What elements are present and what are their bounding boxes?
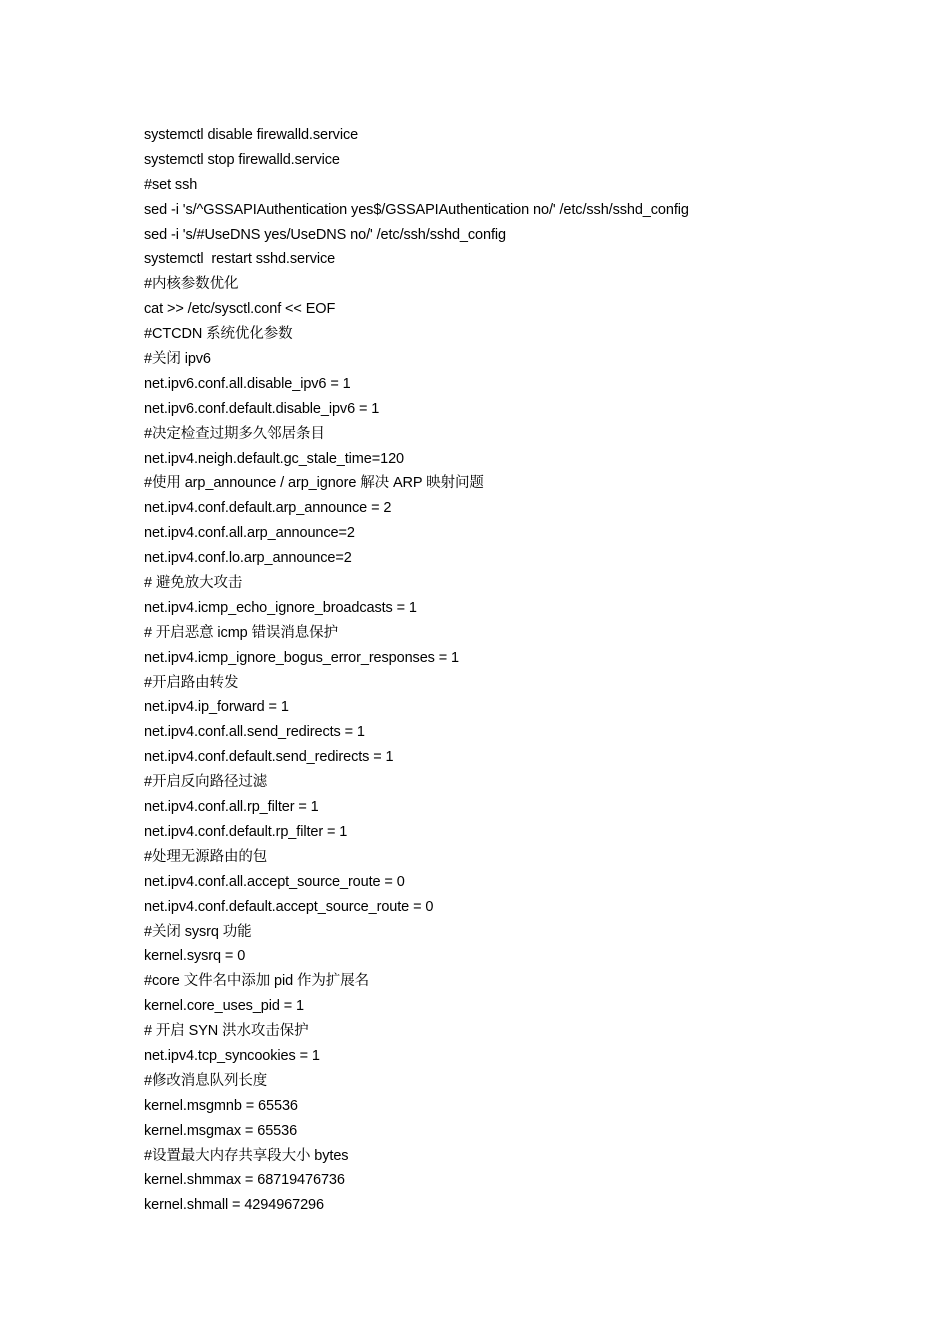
config-line: kernel.msgmax = 65536: [144, 1122, 298, 1139]
comment-line: #关闭 sysrq 功能: [144, 923, 252, 940]
command-line: systemctl disable firewalld.service: [144, 127, 359, 143]
comment-line: #core 文件名中添加 pid 作为扩展名: [144, 973, 370, 990]
comment-line: #决定检查过期多久邻居条目: [144, 425, 325, 442]
comment-line: #设置最大内存共享段大小 bytes: [144, 1147, 349, 1164]
config-line: net.ipv4.neigh.default.gc_stale_time=120: [144, 450, 405, 467]
config-line: net.ipv4.ip_forward = 1: [144, 699, 289, 716]
comment-line: #开启路由转发: [144, 674, 239, 691]
config-line: net.ipv4.conf.all.rp_filter = 1: [144, 799, 319, 816]
config-line: net.ipv4.conf.all.send_redirects = 1: [144, 724, 365, 741]
config-line: kernel.shmall = 4294967296: [144, 1197, 324, 1214]
config-line: net.ipv6.conf.default.disable_ipv6 = 1: [144, 400, 380, 417]
comment-line: #修改消息队列长度: [144, 1072, 268, 1089]
command-line: cat >> /etc/sysctl.conf << EOF: [144, 301, 336, 318]
comment-line: #内核参数优化: [144, 276, 239, 293]
config-line: net.ipv4.conf.lo.arp_announce=2: [144, 550, 352, 567]
comment-line: #set ssh: [144, 176, 198, 193]
config-line: kernel.core_uses_pid = 1: [144, 998, 305, 1015]
document-body: [144, 123, 904, 1218]
command-line: sed -i 's/#UseDNS yes/UseDNS no/' /etc/ssh/sshd_config: [144, 226, 506, 243]
config-line: net.ipv6.conf.all.disable_ipv6 = 1: [144, 375, 351, 392]
config-line: net.ipv4.conf.default.rp_filter = 1: [144, 823, 348, 840]
comment-line: # 开启恶意 icmp 错误消息保护: [144, 624, 338, 641]
command-line: systemctl stop firewalld.service: [144, 151, 340, 168]
config-line: kernel.shmmax = 68719476736: [144, 1172, 345, 1189]
command-line: systemctl restart sshd.service: [144, 251, 336, 268]
config-line: net.ipv4.tcp_syncookies = 1: [144, 1047, 320, 1064]
comment-line: # 避免放大攻击: [144, 575, 243, 592]
config-line: kernel.msgmnb = 65536: [144, 1097, 298, 1114]
comment-line: #CTCDN 系统优化参数: [144, 326, 293, 343]
config-line: net.ipv4.icmp_echo_ignore_broadcasts = 1: [144, 599, 417, 616]
command-line: sed -i 's/^GSSAPIAuthentication yes$/GSSAPIAuthentication no/' /etc/ssh/sshd_config: [144, 201, 689, 218]
config-line: net.ipv4.conf.default.accept_source_route = 0: [144, 898, 434, 915]
comment-line: #关闭 ipv6: [144, 351, 211, 368]
comment-line: #使用 arp_announce / arp_ignore 解决 ARP 映射问题: [144, 475, 484, 492]
config-line: net.ipv4.conf.all.arp_announce=2: [144, 525, 355, 542]
comment-line: # 开启 SYN 洪水攻击保护: [144, 1023, 309, 1040]
comment-line: #处理无源路由的包: [144, 848, 268, 865]
comment-line: #开启反向路径过滤: [144, 774, 268, 791]
config-line: net.ipv4.conf.default.send_redirects = 1: [144, 749, 394, 766]
config-line: net.ipv4.icmp_ignore_bogus_error_responses = 1: [144, 649, 460, 666]
config-line: net.ipv4.conf.all.accept_source_route = 0: [144, 873, 405, 890]
config-line: kernel.sysrq = 0: [144, 948, 246, 965]
config-line: net.ipv4.conf.default.arp_announce = 2: [144, 500, 392, 517]
